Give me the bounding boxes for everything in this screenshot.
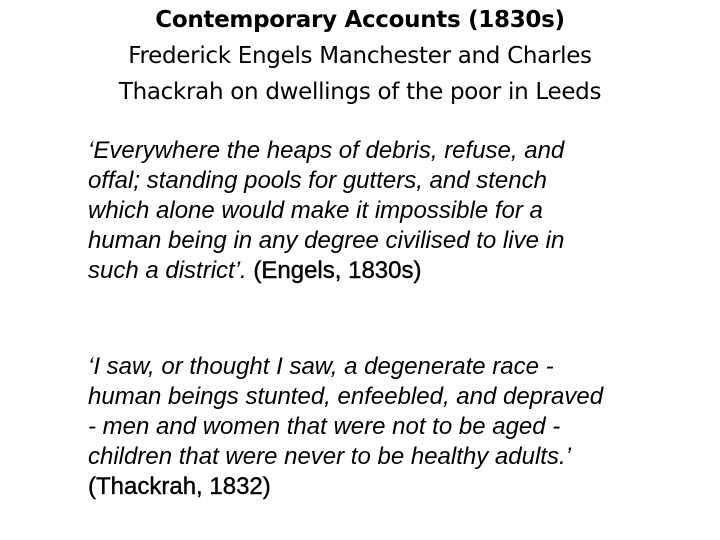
quote-line: offal; standing pools for gutters, and stench xyxy=(88,167,547,194)
quote-citation: (Thackrah, 1832) xyxy=(88,473,271,500)
quote-line: human beings stunted, enfeebled, and depraved xyxy=(88,383,604,410)
title-subheading-line-1: Frederick Engels Manchester and Charles xyxy=(128,43,592,69)
quote-line: which alone would make it impossible for a xyxy=(88,197,543,224)
title-subheading-line-2: Thackrah on dwellings of the poor in Leeds xyxy=(118,79,602,105)
quote-line: ‘Everywhere the heaps of debris, refuse, and xyxy=(88,137,565,164)
quote-line: human being in any degree civilised to live in xyxy=(88,227,565,254)
slide-title xyxy=(0,2,720,110)
thackrah-quote xyxy=(88,352,708,502)
quote-line: ‘I saw, or thought I saw, a degenerate race - xyxy=(88,353,554,380)
quote-citation: (Engels, 1830s) xyxy=(253,257,422,284)
quote-line: such a district’. xyxy=(88,257,254,284)
quote-line: - men and women that were not to be aged - xyxy=(88,413,561,440)
quote-last-line xyxy=(88,256,708,286)
engels-quote xyxy=(88,136,708,286)
title-heading: Contemporary Accounts (1830s) xyxy=(155,7,565,33)
quote-line: children that were never to be healthy adults.’ xyxy=(88,443,571,470)
